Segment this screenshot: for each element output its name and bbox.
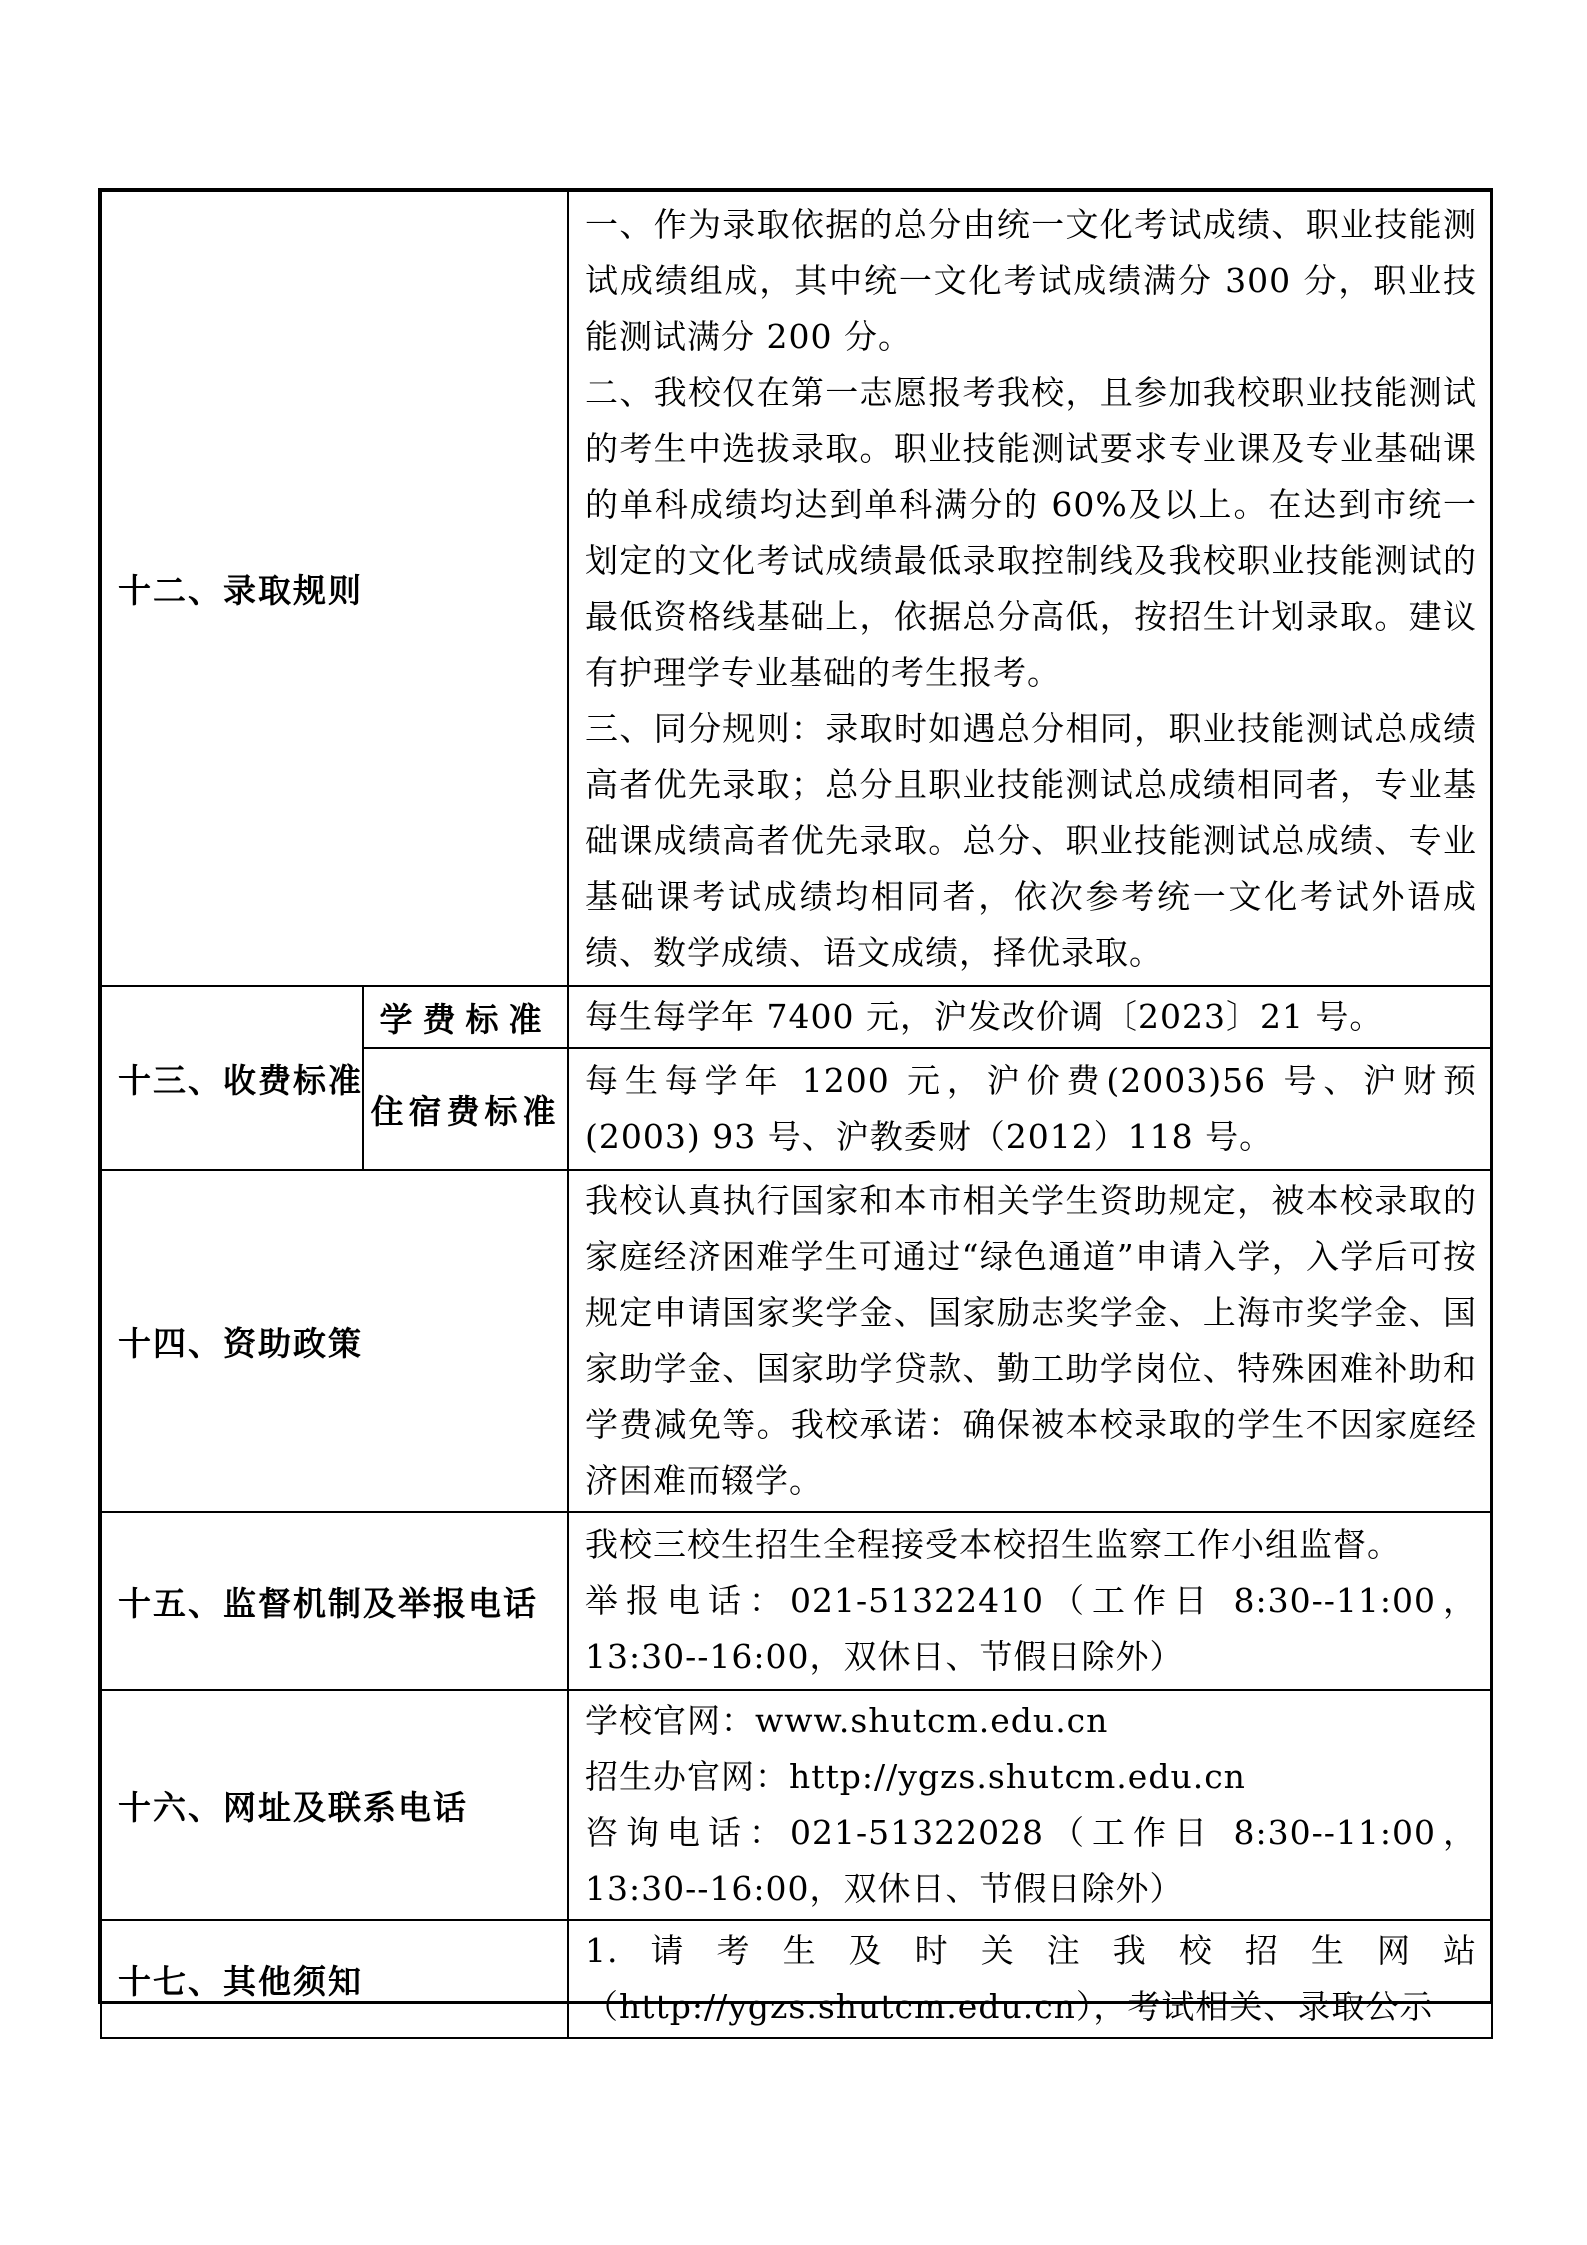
paragraph: 一、作为录取依据的总分由统一文化考试成绩、职业技能测试成绩组成，其中统一文化考试成绩满分 300 分，职业技能测试满分 200 分。 <box>585 204 1477 356</box>
table-row-financial-aid <box>101 1170 1492 1512</box>
row-label: 十四、资助政策 <box>101 1170 568 1512</box>
admission-policy-table <box>100 190 1493 2039</box>
row-label: 十二、录取规则 <box>101 191 568 986</box>
row-label: 十三、收费标准 <box>101 986 363 1170</box>
row-content: 1.请考生及时关注我校招生网站（http://ygzs.shutcm.edu.cn），考试相关、录取公示 <box>568 1920 1492 2038</box>
supervision-line: 我校三校生招生全程接受本校招生监察工作小组监督。 <box>585 1525 1401 1564</box>
table-row-fees-tuition <box>101 986 1492 1048</box>
row-content <box>568 1512 1492 1690</box>
paragraph: 三、同分规则：录取时如遇总分相同，职业技能测试总成绩高者优先录取；总分且职业技能测试总成绩相同者，专业基础课成绩高者优先录取。总分、职业技能测试总成绩、专业基础课考试成绩均相同者，依次参考统一文化考试外语成绩、数学成绩、语文成绩，择优录取。 <box>585 708 1477 972</box>
sub-label-tuition: 学费标准 <box>363 986 568 1048</box>
tuition-text: 每生每学年 7400 元，沪发改价调〔2023〕21 号。 <box>568 986 1492 1048</box>
inquiry-phone-line: 咨询电话：021-51322028（工作日 8:30--11:00，13:30--16:00，双休日、节假日除外） <box>585 1813 1477 1908</box>
row-content <box>568 1690 1492 1920</box>
dorm-text: 每生每学年 1200 元，沪价费(2003)56 号、沪财预(2003) 93 号、沪教委财（2012）118 号。 <box>568 1048 1492 1170</box>
row-label: 十五、监督机制及举报电话 <box>101 1512 568 1690</box>
row-content: 我校认真执行国家和本市相关学生资助规定，被本校录取的家庭经济困难学生可通过“绿色通道”申请入学，入学后可按规定申请国家奖学金、国家励志奖学金、上海市奖学金、国家助学金、国家助学贷款、勤工助学岗位、特殊困难补助和学费减免等。我校承诺：确保被本校录取的学生不因家庭经济困难而辍学。 <box>568 1170 1492 1512</box>
row-label: 十七、其他须知 <box>101 1920 568 2038</box>
table-row-supervision <box>101 1512 1492 1690</box>
paragraph: 二、我校仅在第一志愿报考我校，且参加我校职业技能测试的考生中选拔录取。职业技能测试要求专业课及专业基础课的单科成绩均达到单科满分的 60%及以上。在达到市统一划定的文化考试成绩最低录取控制线及我校职业技能测试的最低资格线基础上，依据总分高低，按招生计划录取。建议有护理学专业基础的考生报考。 <box>585 372 1477 692</box>
table-row-admission-rules <box>101 191 1492 986</box>
table-row-other-notes <box>101 1920 1492 2038</box>
row-label: 十六、网址及联系电话 <box>101 1690 568 1920</box>
admissions-website-line: 招生办官网：http://ygzs.shutcm.edu.cn <box>585 1757 1246 1796</box>
table-row-contact <box>101 1690 1492 1920</box>
sub-label-dorm: 住宿费标准 <box>363 1048 568 1170</box>
school-website-line: 学校官网：www.shutcm.edu.cn <box>585 1701 1109 1740</box>
report-phone-line: 举报电话：021-51322410（工作日 8:30--11:00，13:30--16:00，双休日、节假日除外） <box>585 1581 1477 1676</box>
row-content <box>568 191 1492 986</box>
